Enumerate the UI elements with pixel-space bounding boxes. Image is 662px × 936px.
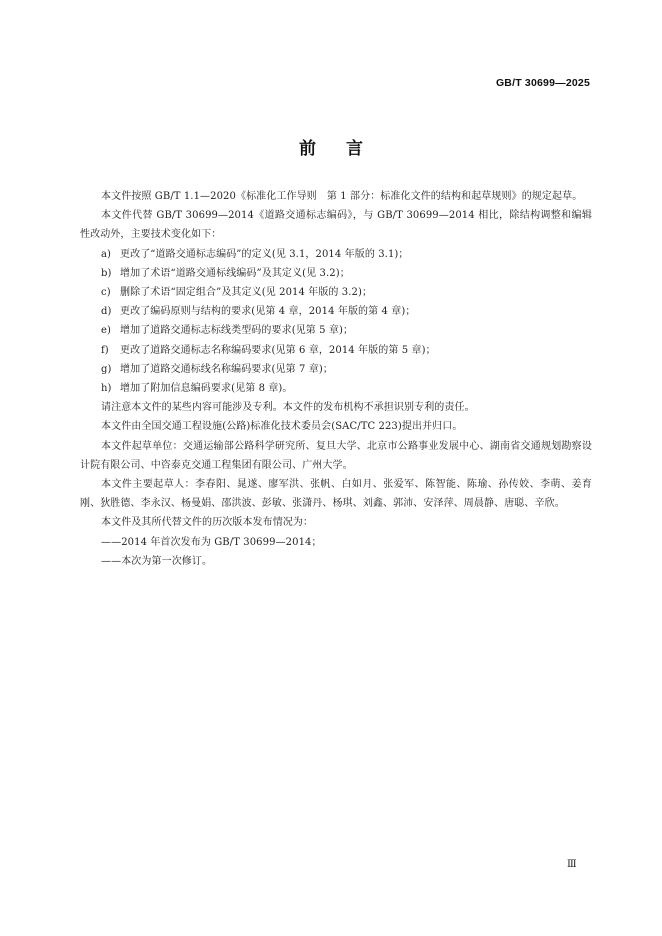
list-marker: h) [101, 383, 112, 395]
list-item-text: 增加了术语“道路交通标线编码”及其定义(见 3.2)； [120, 267, 350, 279]
list-item-text: 增加了道路交通标志标线类型码的要求(见第 5 章)； [120, 325, 354, 337]
list-marker: a) [101, 248, 112, 260]
list-item-text: 删除了术语“固定组合”及其定义(见 2014 年版的 3.2)； [120, 287, 373, 299]
page-number: Ⅲ [567, 859, 577, 870]
document-body [80, 187, 592, 571]
list-item [80, 379, 592, 398]
list-marker: b) [101, 267, 112, 279]
list-item-text: 增加了附加信息编码要求(见第 8 章)。 [120, 383, 293, 395]
list-item-text: 更改了编码原则与结构的要求(见第 4 章，2014 年版的第 4 章)； [120, 306, 416, 318]
page-title: 前言 [299, 139, 393, 159]
history-list [80, 533, 592, 571]
list-item [80, 341, 592, 360]
list-item-text: 更改了“道路交通标志编码”的定义(见 3.1，2014 年版的 3.1)； [120, 248, 409, 260]
list-item [80, 321, 592, 340]
history-item: ——2014 年首次发布为 GB/T 30699—2014； [101, 536, 322, 548]
list-item [80, 245, 592, 264]
list-item [80, 283, 592, 302]
list-item-text: 增加了道路交通标线名称编码要求(见第 7 章)； [120, 363, 333, 375]
drafting-units: 本文件起草单位：交通运输部公路科学研究所、复旦大学、北京市公路事业发展中心、湖南省交通规划勘察设计院有限公司、中咨泰克交通工程集团有限公司、广州大学。 [80, 440, 592, 471]
patent-notice: 请注意本文件的某些内容可能涉及专利。本文件的发布机构不承担识别专利的责任。 [101, 402, 475, 414]
list-item [80, 302, 592, 321]
paragraph-drafting-rules: 本文件按照 GB/T 1.1—2020《标准化工作导则 第 1 部分：标准化文件的结构和起草规则》的规定起草。 [101, 191, 583, 202]
changes-list [80, 245, 592, 399]
history-intro: 本文件及其所代替文件的历次版本发布情况为： [101, 517, 314, 529]
history-item: ——本次为第一次修订。 [101, 555, 213, 567]
proposer-statement: 本文件由全国交通工程设施(公路)标准化技术委员会(SAC/TC 223)提出并归口。 [101, 421, 463, 433]
list-item [80, 360, 592, 379]
list-marker: c) [101, 287, 111, 299]
list-marker: e) [101, 325, 112, 337]
list-item-text: 更改了道路交通标志名称编码要求(见第 6 章，2014 年版的第 5 章)； [120, 344, 436, 356]
list-marker: g) [101, 363, 112, 375]
list-marker: d) [101, 306, 112, 318]
standard-number: GB/T 30699—2025 [495, 77, 590, 89]
paragraph-replacement: 本文件代替 GB/T 30699—2014《道路交通标志编码》，与 GB/T 30699—2014 相比，除结构调整和编辑性改动外，主要技术变化如下： [80, 210, 592, 241]
list-item [80, 264, 592, 283]
drafters: 本文件主要起草人：李春阳、晁遂、廖军洪、张帆、白如月、张爱军、陈智能、陈瑜、孙传姣、李萌、姜育刚、狄胜德、李永汉、杨曼娟、邵洪波、彭敏、张潇丹、杨琪、刘鑫、郭沛、安泽萍、周晨静、唐聪、辛欣。 [80, 479, 592, 510]
list-marker: f) [101, 344, 109, 356]
